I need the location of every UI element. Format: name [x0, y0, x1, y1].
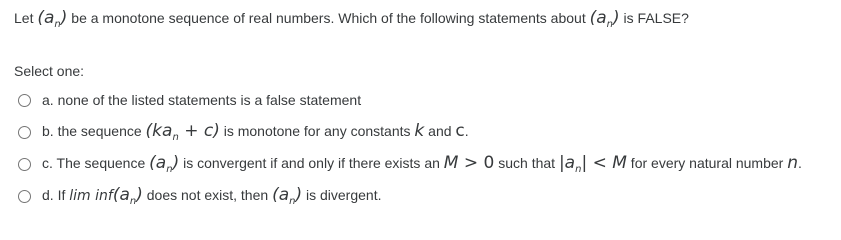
question-text	[14, 8, 689, 35]
select-one-label: Select one:	[14, 63, 85, 79]
sequence-notation: $(a_n)$	[149, 153, 180, 175]
answer-d-label: d. If $\lim inf(a_n)$ does not exist, then $(a_n)$ is divergent.	[42, 185, 382, 207]
sequence-notation: $(a_n)$	[589, 8, 620, 30]
radio-a[interactable]	[18, 94, 31, 107]
answer-list	[14, 84, 802, 212]
expression-ka-plus-c: $(ka_n + c)$	[145, 121, 220, 143]
question-middle: be a monotone sequence of real numbers. Which of the following statements about	[67, 10, 590, 26]
sequence-notation: $(a_n)$	[37, 8, 68, 30]
question-suffix: is FALSE?	[619, 10, 689, 26]
answer-b-label: b. the sequence $(ka_n + c)$ is monotone for any constants k and c.	[42, 121, 469, 143]
radio-b[interactable]	[18, 126, 31, 139]
radio-d[interactable]	[18, 190, 31, 203]
radio-c[interactable]	[18, 158, 31, 171]
lim-inf: lim inf	[69, 188, 113, 204]
sequence-notation: $(a_n)$	[112, 185, 143, 207]
answer-a-label: a. none of the listed statements is a false statement	[42, 92, 362, 108]
answer-c-label: c. The sequence $(a_n)$ is convergent if and only if there exists an M > 0 such that $|a_n| < M$ for every natural number n.	[42, 153, 802, 175]
answer-option-d[interactable]	[14, 180, 802, 212]
answer-option-b[interactable]	[14, 116, 802, 148]
question-prefix: Let	[14, 10, 38, 26]
absolute-value: $|a_n|$	[558, 153, 588, 175]
answer-option-c[interactable]	[14, 148, 802, 180]
sequence-notation: $(a_n)$	[272, 185, 303, 207]
answer-option-a[interactable]	[14, 84, 802, 116]
